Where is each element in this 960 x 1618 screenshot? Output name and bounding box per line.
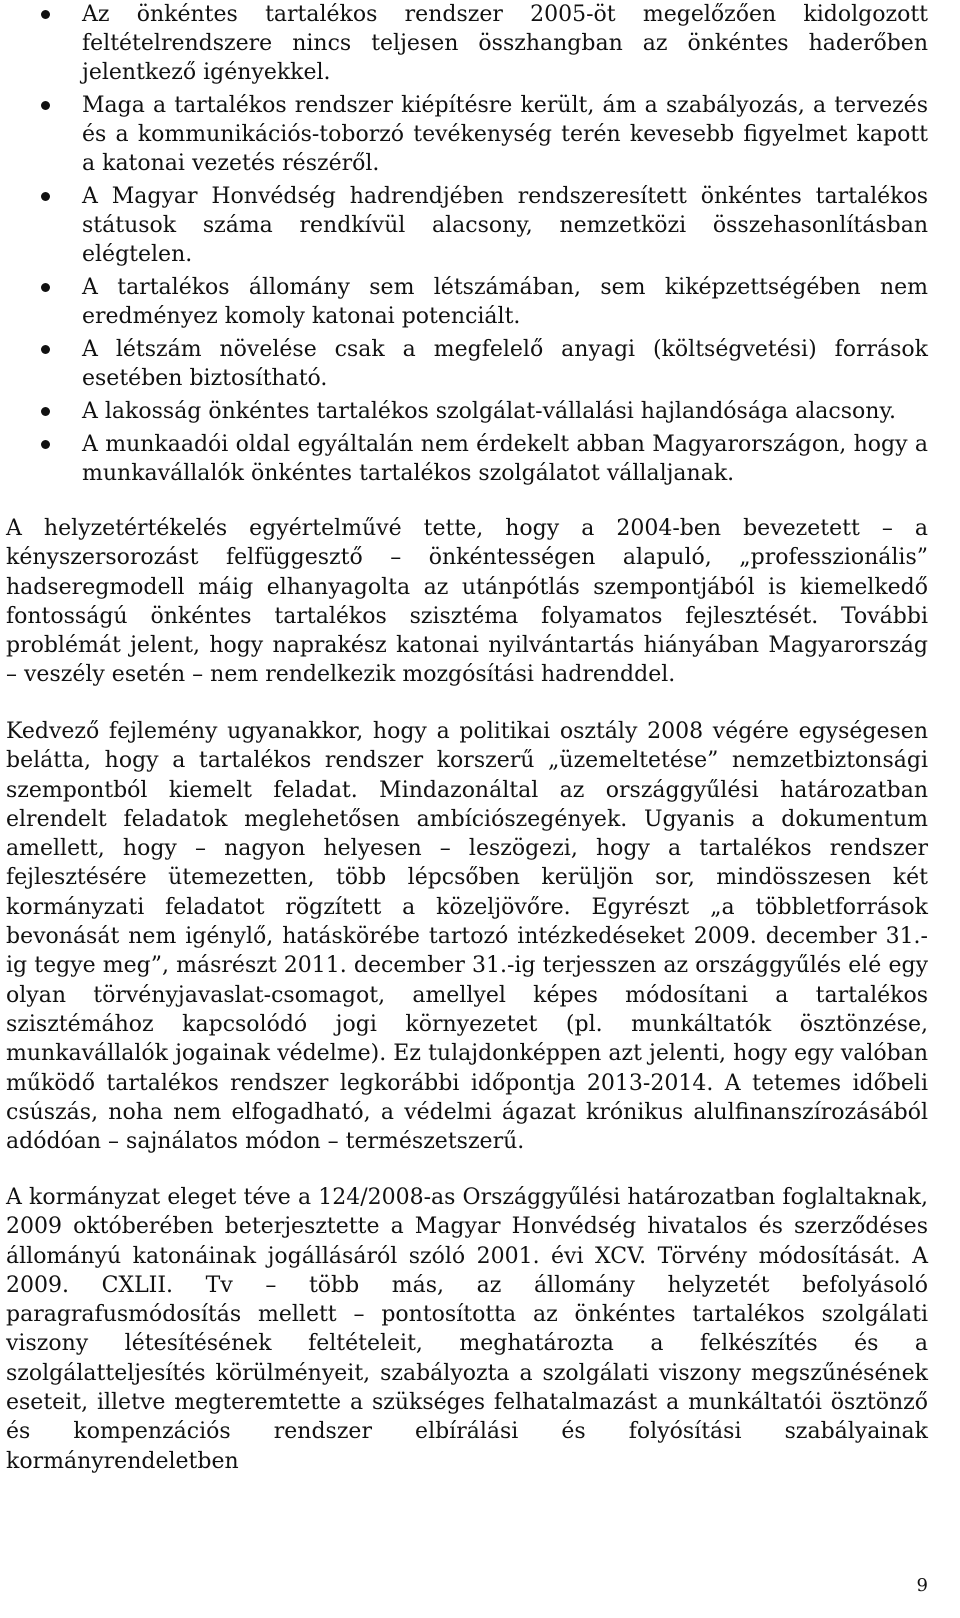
bullet-item bbox=[0, 397, 960, 426]
body-paragraph-government: A kormányzat eleget téve a 124/2008-as Országgyűlési határozatban foglaltaknak, 2009 októberében beterjesztette a Magyar Honvédség hivatalos és szerződéses állományú katonáinak jogállásáról szóló 2001. évi XCV. Törvény módosítását. A 2009. CXLII. Tv – több más, az állomány helyzetét befolyásoló paragrafusmódosítás mellett – pontosította az önkéntes tartalékos szolgálati viszony létesítésének feltételeit, meghatározta a felkészítés és a szolgálatteljesítés körülményeit, szabályozta a szolgálati viszony megszűnésének eseteit, illetve megteremtette a szükséges felhatalmazást a munkáltatói ösztönző és kompenzációs rendszer elbírálási és folyósítási szabályainak kormányrendeletben bbox=[6, 1185, 928, 1474]
bullet-icon bbox=[41, 192, 50, 201]
body-paragraph-assessment: A helyzetértékelés egyértelművé tette, hogy a 2004-ben bevezetett – a kényszersorozást felfüggesztő – önkéntességen alapuló, „professzionális” hadseregmodell máig elhanyagolta az utánpótlás szempontjából is kiemelkedő fontosságú önkéntes tartalékos szisztéma folyamatos fejlesztését. További problémát jelent, hogy naprakész katonai nyilvántartás hiányában Magyarország – veszély esetén – nem rendelkezik mozgósítási hadrenddel. bbox=[6, 516, 928, 688]
bullet-item bbox=[0, 335, 960, 393]
bullet-icon bbox=[41, 10, 50, 19]
bullet-item bbox=[0, 430, 960, 488]
page-number: 9 bbox=[916, 1575, 928, 1596]
bullet-text: Az önkéntes tartalékos rendszer 2005-öt megelőzően kidolgozott feltételrendszere nincs teljesen összhangban az önkéntes haderőben jelentkező igényekkel. bbox=[82, 2, 928, 85]
bullet-icon bbox=[41, 407, 50, 416]
body-paragraph-development: Kedvező fejlemény ugyanakkor, hogy a politikai osztály 2008 végére egységesen belátta, hogy a tartalékos rendszer korszerű „üzemeltetése” nemzetbiztonsági szempontból kiemelt feladat. Mindazonáltal az országgyűlési határozatban elrendelt feladatok meglehetősen ambíciószegények. Ugyanis a dokumentum amellett, hogy – nagyon helyesen – leszögezi, hogy a tartalékos rendszer fejlesztésére ütemezetten, több lépcsőben kerüljön sor, mindösszesen két kormányzati feladatot rögzített a közeljövőre. Egyrészt „a többletforrások bevonását nem igénylő, hatáskörébe tartozó intézkedéseket 2009. december 31.-ig tegye meg”, másrészt 2011. december 31.-ig terjesszen az országgyűlés elé egy olyan törvényjavaslat-csomagot, amellyel képes módosítani a tartalékos szisztémához kapcsolódó jogi környezetet (pl. munkáltatók ösztönzése, munkavállalók jogainak védelme). Ez tulajdonképpen azt jelenti, hogy egy valóban működő tartalékos rendszer legkorábbi időpontja 2013-2014. A tetemes időbeli csúszás, noha nem elfogadható, a védelmi ágazat krónikus alulfinanszírozásából adódóan – sajnálatos módon – természetszerű. bbox=[6, 719, 928, 1155]
bullet-item bbox=[0, 91, 960, 178]
bullet-item bbox=[0, 0, 960, 87]
bullet-icon bbox=[41, 101, 50, 110]
bullet-text: A lakosság önkéntes tartalékos szolgálat-vállalási hajlandósága alacsony. bbox=[82, 399, 896, 424]
bullet-list bbox=[0, 0, 960, 492]
bullet-icon bbox=[41, 345, 50, 354]
bullet-item bbox=[0, 182, 960, 269]
bullet-text: A létszám növelése csak a megfelelő anyagi (költségvetési) források esetében biztosítható. bbox=[82, 337, 928, 391]
bullet-text: A tartalékos állomány sem létszámában, sem kiképzettségében nem eredményez komoly katonai potenciált. bbox=[82, 275, 928, 329]
bullet-icon bbox=[41, 283, 50, 292]
bullet-item bbox=[0, 273, 960, 331]
bullet-text: A Magyar Honvédség hadrendjében rendszeresített önkéntes tartalékos státusok száma rendkívül alacsony, nemzetközi összehasonlításban elégtelen. bbox=[82, 184, 928, 267]
bullet-icon bbox=[41, 440, 50, 449]
bullet-text: A munkaadói oldal egyáltalán nem érdekelt abban Magyarországon, hogy a munkavállalók önkéntes tartalékos szolgálatot vállaljanak. bbox=[82, 432, 928, 486]
bullet-text: Maga a tartalékos rendszer kiépítésre került, ám a szabályozás, a tervezés és a kommunikációs-toborzó tevékenység terén kevesebb figyelmet kapott a katonai vezetés részéről. bbox=[82, 93, 928, 176]
